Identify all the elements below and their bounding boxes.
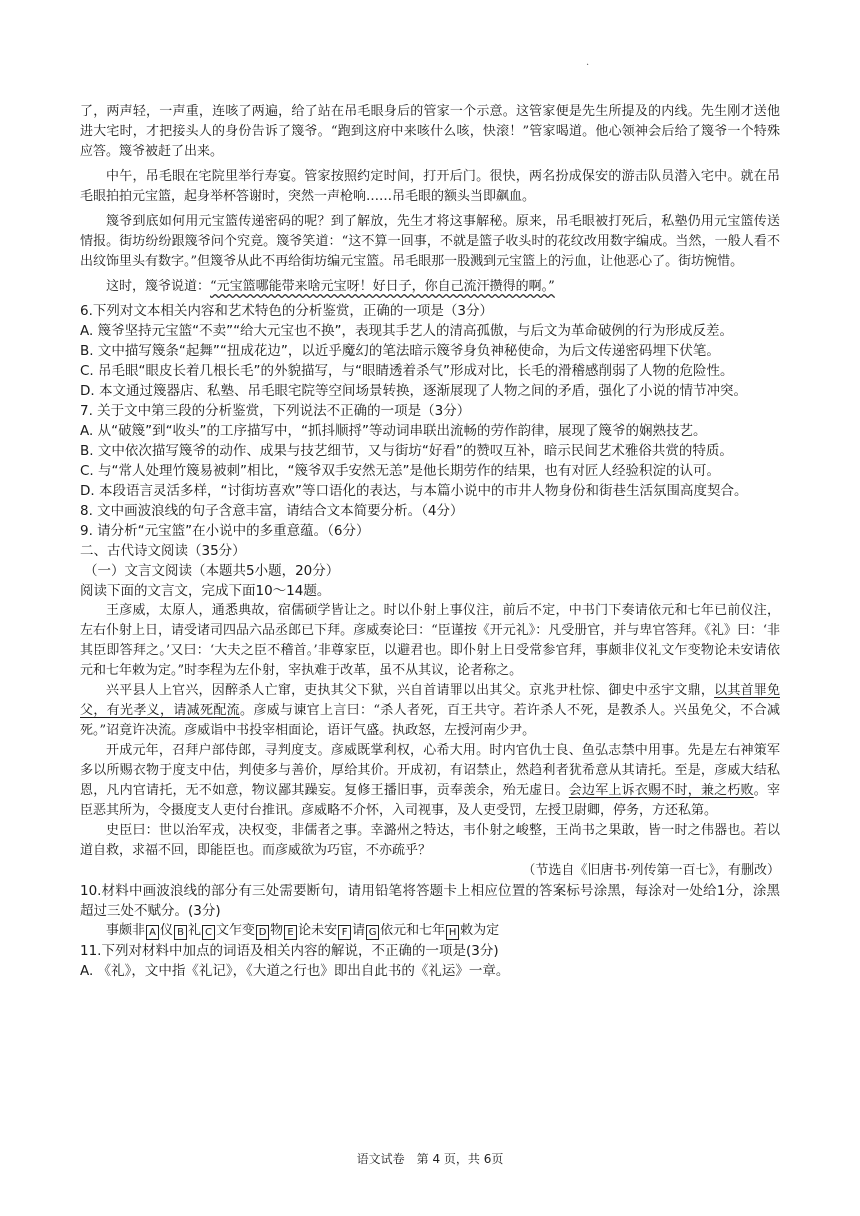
break-box-e[interactable]: E (284, 925, 297, 940)
break-box-d[interactable]: D (256, 925, 269, 940)
break-box-b[interactable]: B (174, 925, 187, 940)
story-paragraph-4-lead: 这时，篾爷说道： (106, 279, 211, 294)
segment: 事颇非 (106, 923, 146, 938)
segment: 文乍变 (216, 923, 256, 938)
segment: 论未安 (298, 923, 338, 938)
classical-paragraph-3-end: 。宰臣恶其所为，令摄度支人吏付台推讯。彦威略不介怀，入司视事，及人吏受罚，左授卫尉卿，停务，方还私第。 (80, 783, 780, 818)
segment: 依元和七年 (380, 923, 446, 938)
question-7-option-b: B. 文中依次描写篾爷的动作、成果与技艺细节，又与街坊“好看”的赞叹互补，暗示民间艺术雅俗共赏的特质。 (80, 443, 733, 459)
section-2-subtitle: （一）文言文阅读（本题共5小题，20分） (84, 563, 340, 579)
segment: 请 (352, 923, 366, 938)
sentence-break-options (80, 921, 780, 941)
classical-paragraph-2-start: 兴平县人上官兴，因醉杀人亡窜，吏执其父下狱，兴自首请罪以出其父。京兆尹杜悰、御史中丞宇文鼎， (106, 683, 715, 698)
question-6-option-c: C. 吊毛眼“眼皮长着几根长毛”的外貌描写，与“眼睛透着杀气”形成对比，长毛的滑稽感削弱了人物的危险性。 (80, 363, 734, 379)
question-6: 6.下列对文本相关内容和艺术特色的分析鉴赏，正确的一项是（3分） (80, 303, 493, 319)
header-dot: · (586, 60, 590, 71)
classical-paragraph-2 (80, 681, 780, 741)
question-10: 10.材料中画波浪线的部分有三处需要断句，请用铅笔将答题卡上相应位置的答案标号涂黑，每涂对一处给1分，涂黑超过三处不赋分。(3分) (80, 883, 780, 919)
segment: 仪 (160, 923, 174, 938)
segment: 物 (270, 923, 284, 938)
break-box-a[interactable]: A (146, 925, 159, 940)
question-7-option-d: D. 本段语言灵活多样，“讨街坊喜欢”等口语化的表达，与本篇小说中的市井人物身份和街巷生活氛围高度契合。 (80, 483, 748, 499)
break-box-g[interactable]: G (366, 925, 379, 940)
question-7: 7. 关于文中第三段的分析鉴赏，下列说法不正确的一项是（3分） (80, 403, 471, 419)
classical-paragraph-2-end: 。彦威与谏官上言曰：“杀人者死，百王共守。若许杀人不死，是教杀人。兴虽免父，不合减死。”诏竟许决流。彦威诣中书投宰相面论，语讦气盛。执政怒，左授河南少尹。 (80, 703, 780, 738)
question-6-option-d: D. 本文通过篾器店、私塾、吊毛眼宅院等空间场景转换，逐渐展现了人物之间的矛盾，强化了小说的情节冲突。 (80, 383, 747, 399)
page-footer: 语文试卷 第 4 页，共 6页 (356, 1152, 504, 1166)
story-excerpt (80, 102, 780, 981)
break-box-h[interactable]: H (446, 925, 459, 940)
classical-paragraph-4: 史臣曰：世以治军戎，决权变，非儒者之事。幸潞州之特达，韦仆射之峻整，王尚书之果敢，皆一时之伟器也。若以道自救，求福不回，即能臣也。而彦威欲为巧宦，不亦疏乎？ (80, 823, 780, 858)
break-box-c[interactable]: C (202, 925, 215, 940)
classical-paragraph-3-start: 开成元年，召拜户部侍郎，寻判度支。彦威既掌利权，心希大用。时内官仇士良、鱼弘志禁中用事。先是左右神策军多以所赐衣物于度支中估，判使多与善价，厚给其价。开成初，有诏禁止，然趋利者犹希意从其请托。至是，彦威大结私恩，凡内官请托，无不如意，物议鄙其躁妄。复修王播旧事，贡奉羡余，殆无虚日。 (80, 743, 780, 798)
segment: 敕为定 (460, 923, 500, 938)
story-paragraph-2: 中午，吊毛眼在宅院里举行寿宴。管家按照约定时间，打开后门。很快，两名扮成保安的游击队员潜入宅中。就在吊毛眼拍拍元宝篮，起身举杯答谢时，突然一声枪响……吊毛眼的额头当即飙血。 (80, 169, 780, 204)
section-2-title: 二、古代诗文阅读（35分） (80, 543, 246, 559)
story-paragraph-3: 篾爷到底如何用元宝篮传递密码的呢？到了解放，先生才将这事解秘。原来，吊毛眼被打死后，私塾仍用元宝篮传送情报。街坊纷纷跟篾爷问个究竟。篾爷笑道：“这不算一回事，不就是篮子收头时的花纹改用数字编成。当然，一般人看不出纹饰里头有数字。”但篾爷从此不再给街坊编元宝篮。吊毛眼那一股溅到元宝篮上的污血，让他恶心了。街坊惋惜。 (80, 214, 780, 269)
segment: 礼 (188, 923, 202, 938)
question-11: 11.下列对材料中加点的词语及相关内容的解说，不正确的一项是(3分) (80, 943, 499, 959)
story-paragraph-1: 了，两声轻，一声重，连咳了两遍，给了站在吊毛眼身后的管家一个示意。这管家便是先生所提及的内线。先生刚才送他进大宅时，才把接头人的身份告诉了篾爷。“跑到这府中来咳什么咳，快滚！”管家喝道。他心领神会后给了篾爷一个特殊应答。篾爷被赶了出来。 (80, 104, 780, 159)
underlined-sentence-2: 会边军上诉衣赐不时，兼之朽败 (568, 783, 754, 798)
story-paragraph-4 (80, 277, 780, 297)
break-box-f[interactable]: F (338, 925, 351, 940)
question-7-option-a: A. 从“破篾”到“收头”的工序描写中，“抓抖顺捋”等动词串联出流畅的劳作韵律，展现了篾爷的娴熟技艺。 (80, 423, 707, 439)
question-6-option-a: A. 篾爷坚持元宝篮“不卖”“给大元宝也不换”，表现其手艺人的清高孤傲，与后文为革命破例的行为形成反差。 (80, 323, 734, 339)
question-8: 8. 文中画波浪线的句子含意丰富，请结合文本简要分析。（4分） (80, 503, 464, 519)
wavy-underlined-quote: “元宝篮哪能带来啥元宝呀！好日子，你自己流汗攒得的啊。” (210, 279, 555, 294)
source-citation: （节选自《旧唐书·列传第一百七》，有删改） (522, 863, 780, 878)
classical-paragraph-3 (80, 741, 780, 821)
section-2-intro: 阅读下面的文言文，完成下面10～14题。 (80, 583, 331, 599)
classical-paragraph-1: 王彦威，太原人，通悉典故，宿儒硕学皆让之。时以仆射上事仪注，前后不定，中书门下奏请依元和七年已前仪注，左右仆射上日，请受诸司四品六品丞郎已下拜。彦威奏论曰：“臣谨按《开元礼》：凡受册官，并与卑官答拜。《礼》曰：‘非其臣即答拜之。’又曰：‘大夫之臣不稽首。’非尊家臣，以避君也。即仆射上日受常参官拜，事颇非仪礼文乍变物论未安请依元和七年敕为定。”时李程为左仆射，宰执难于改革，虽不从其议，论者称之。 (80, 603, 780, 678)
question-6-option-b: B. 文中描写篾条“起舞”“扭成花边”，以近乎魔幻的笔法暗示篾爷身负神秘使命，为后文传递密码埋下伏笔。 (80, 343, 720, 359)
underlined-sentence-1: 以其首罪免父，有光孝义，请减死配流 (80, 683, 780, 718)
question-11-option-a: A. 《礼》，文中指《礼记》，《大道之行也》即出自此书的《礼运》一章。 (80, 963, 510, 979)
question-7-option-c: C. 与“常人处理竹篾易被刺”相比，“篾爷双手安然无恙”是他长期劳作的结果，也有对匠人经验积淀的认可。 (80, 463, 720, 479)
question-9: 9. 请分析“元宝篮”在小说中的多重意蕴。（6分） (80, 523, 370, 539)
